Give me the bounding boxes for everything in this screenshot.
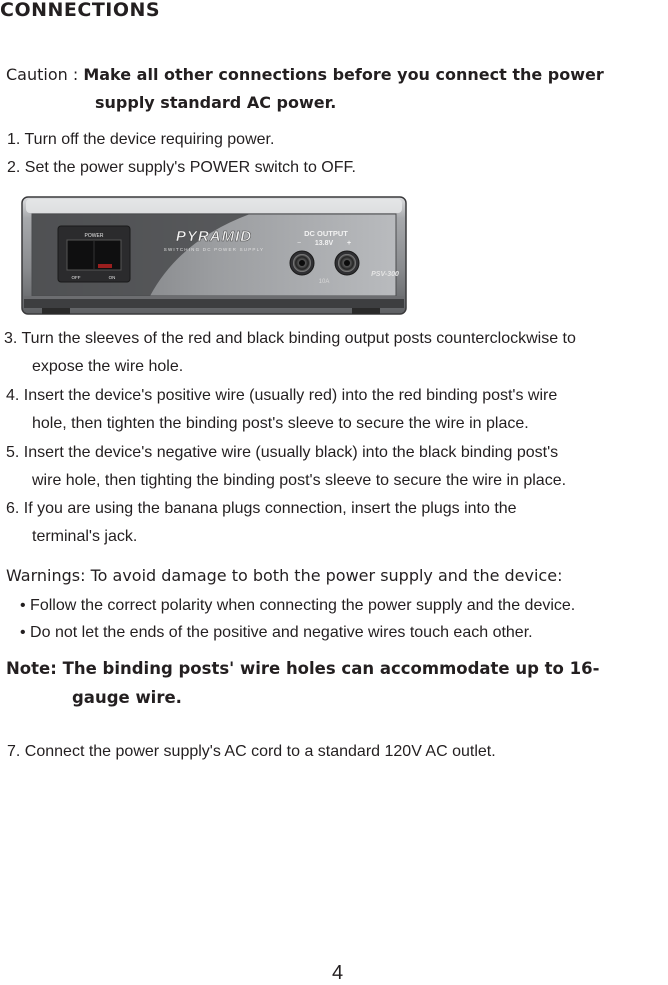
step-6-line-2: terminal's jack. — [32, 528, 138, 545]
step-4-line-1: 4. Insert the device's positive wire (usually red) into the red binding post's wire — [6, 387, 558, 404]
step-3-line-2: expose the wire hole. — [32, 358, 184, 375]
brand-logo: PYRAMID — [175, 228, 253, 245]
note-line-1 — [6, 659, 599, 678]
positive-binding-post[interactable] — [335, 251, 359, 275]
page-number: 4 — [332, 962, 344, 984]
step-1: 1. Turn off the device requiring power. — [7, 131, 275, 148]
power-supply-illustration — [0, 0, 668, 330]
plus-label: + — [346, 240, 352, 247]
device-foot-left — [42, 308, 70, 314]
step-3-line-1: 3. Turn the sleeves of the red and black binding output posts counterclockwise to — [4, 330, 576, 347]
caution-text-1: Make all other connections before you connect the power — [83, 65, 604, 84]
power-switch-label: POWER — [84, 233, 104, 239]
brand-subtitle: SWITCHING DC POWER SUPPLY — [163, 247, 265, 252]
step-7: 7. Connect the power supply's AC cord to a standard 120V AC outlet. — [7, 743, 496, 760]
step-5-line-1: 5. Insert the device's negative wire (usually black) into the black binding post's — [6, 444, 559, 461]
voltage-label: 13.8V — [314, 240, 334, 247]
dc-output-label: DC OUTPUT — [304, 229, 348, 238]
switch-off-label: OFF — [71, 275, 81, 280]
warnings-heading: Warnings: To avoid damage to both the power supply and the device: — [6, 566, 563, 585]
negative-binding-post[interactable] — [290, 251, 314, 275]
step-2: 2. Set the power supply's POWER switch to OFF. — [7, 159, 356, 176]
caution-label: Caution : — [6, 65, 84, 84]
model-label: PSV-300 — [371, 271, 399, 278]
amps-label: 10A — [318, 279, 330, 285]
switch-on-label: ON — [108, 275, 116, 280]
step-4-line-2: hole, then tighten the binding post's sleeve to secure the wire in place. — [32, 415, 529, 432]
note-text-2: gauge wire. — [72, 688, 182, 707]
note-label: Note: — [6, 659, 63, 678]
warning-bullet-2: • Do not let the ends of the positive and negative wires touch each other. — [20, 624, 533, 641]
step-5-line-2: wire hole, then tighting the binding post's sleeve to secure the wire in place. — [32, 472, 567, 489]
warning-bullet-1: • Follow the correct polarity when connecting the power supply and the device. — [20, 597, 576, 614]
minus-label: − — [296, 240, 302, 247]
note-text-1: The binding posts' wire holes can accommodate up to 16- — [62, 659, 600, 678]
page-title: CONNECTIONS — [0, 0, 161, 21]
caution-text-2: supply standard AC power. — [95, 93, 337, 112]
device-foot-right — [352, 308, 380, 314]
step-6-line-1: 6. If you are using the banana plugs connection, insert the plugs into the — [6, 500, 517, 517]
